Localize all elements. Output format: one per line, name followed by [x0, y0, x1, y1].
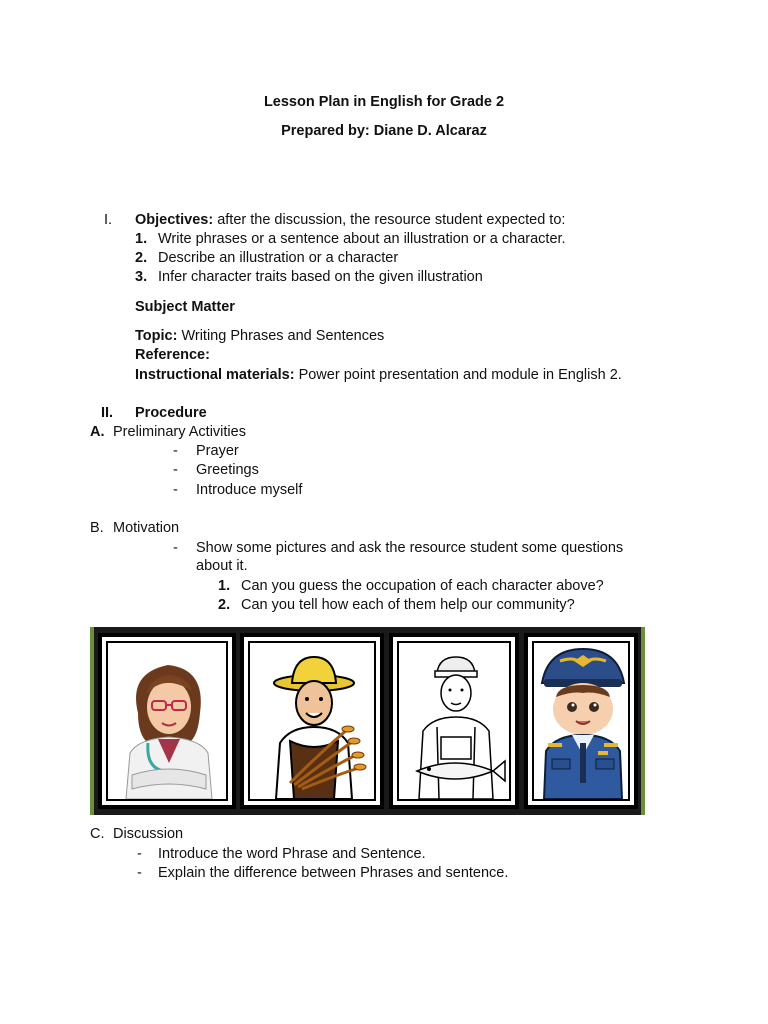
- bullet-dash: -: [173, 462, 178, 478]
- objective-text-2: Describe an illustration or a character: [158, 250, 399, 266]
- topic-label: Topic:: [135, 328, 178, 344]
- motivation-label: Motivation: [113, 520, 180, 536]
- doctor-card: [98, 633, 236, 809]
- discussion-item-1: Introduce the word Phrase and Sentence.: [158, 846, 426, 862]
- objective-text-3: Infer character traits based on the given illustration: [158, 269, 483, 285]
- objective-text-1: Write phrases or a sentence about an illustration or a character.: [158, 231, 566, 247]
- objective-num-1: 1.: [135, 231, 148, 247]
- picture-border-accent: [90, 627, 94, 815]
- preliminary-letter: A.: [90, 424, 105, 440]
- discussion-item-2: Explain the difference between Phrases and sentence.: [158, 865, 509, 881]
- section-numeral-2: II.: [101, 405, 114, 421]
- motivation-bullet-line-1: Show some pictures and ask the resource student some questions: [196, 540, 624, 556]
- section-numeral-1: I.: [104, 212, 113, 228]
- document-title: Lesson Plan in English for Grade 2: [263, 94, 505, 110]
- subject-matter-heading: Subject Matter: [135, 299, 235, 315]
- farmer-illustration: [250, 643, 376, 799]
- bullet-dash: -: [173, 482, 178, 498]
- fisherman-card: [389, 633, 519, 809]
- objectives-label: Objectives:: [135, 212, 214, 228]
- reference-label: Reference:: [135, 347, 210, 363]
- motivation-letter: B.: [90, 520, 104, 536]
- topic-text: Writing Phrases and Sentences: [177, 328, 385, 344]
- picture-border-accent: [641, 627, 645, 815]
- motivation-bullet-line-2: about it.: [196, 558, 248, 574]
- bullet-dash: -: [137, 846, 142, 862]
- preliminary-item-2: Greetings: [196, 462, 259, 478]
- objectives-line: [135, 212, 565, 228]
- objectives-text: after the discussion, the resource student expected to:: [213, 212, 566, 228]
- pilot-card: [524, 633, 638, 809]
- topic-line: [135, 328, 384, 344]
- question-num-1: 1.: [218, 578, 231, 594]
- materials-text: Power point presentation and module in English 2.: [294, 367, 622, 383]
- objective-num-3: 3.: [135, 269, 148, 285]
- question-text-2: Can you tell how each of them help our community?: [241, 597, 575, 613]
- discussion-label: Discussion: [113, 826, 184, 842]
- prepared-by: Prepared by: Diane D. Alcaraz: [281, 123, 487, 139]
- bullet-dash: -: [173, 443, 178, 459]
- farmer-card: [240, 633, 384, 809]
- doctor-illustration: [108, 643, 228, 799]
- preliminary-label: Preliminary Activities: [113, 424, 246, 440]
- discussion-letter: C.: [90, 826, 105, 842]
- bullet-dash: -: [137, 865, 142, 881]
- bullet-dash: -: [173, 540, 178, 556]
- objective-num-2: 2.: [135, 250, 148, 266]
- question-num-2: 2.: [218, 597, 231, 613]
- question-text-1: Can you guess the occupation of each character above?: [241, 578, 604, 594]
- materials-label: Instructional materials:: [135, 367, 295, 383]
- pilot-illustration: [534, 643, 630, 799]
- occupation-pictures: [90, 627, 645, 815]
- preliminary-item-1: Prayer: [196, 443, 239, 459]
- materials-line: [135, 367, 622, 383]
- preliminary-item-3: Introduce myself: [196, 482, 303, 498]
- fisherman-illustration: [399, 643, 511, 799]
- procedure-heading: Procedure: [135, 405, 207, 421]
